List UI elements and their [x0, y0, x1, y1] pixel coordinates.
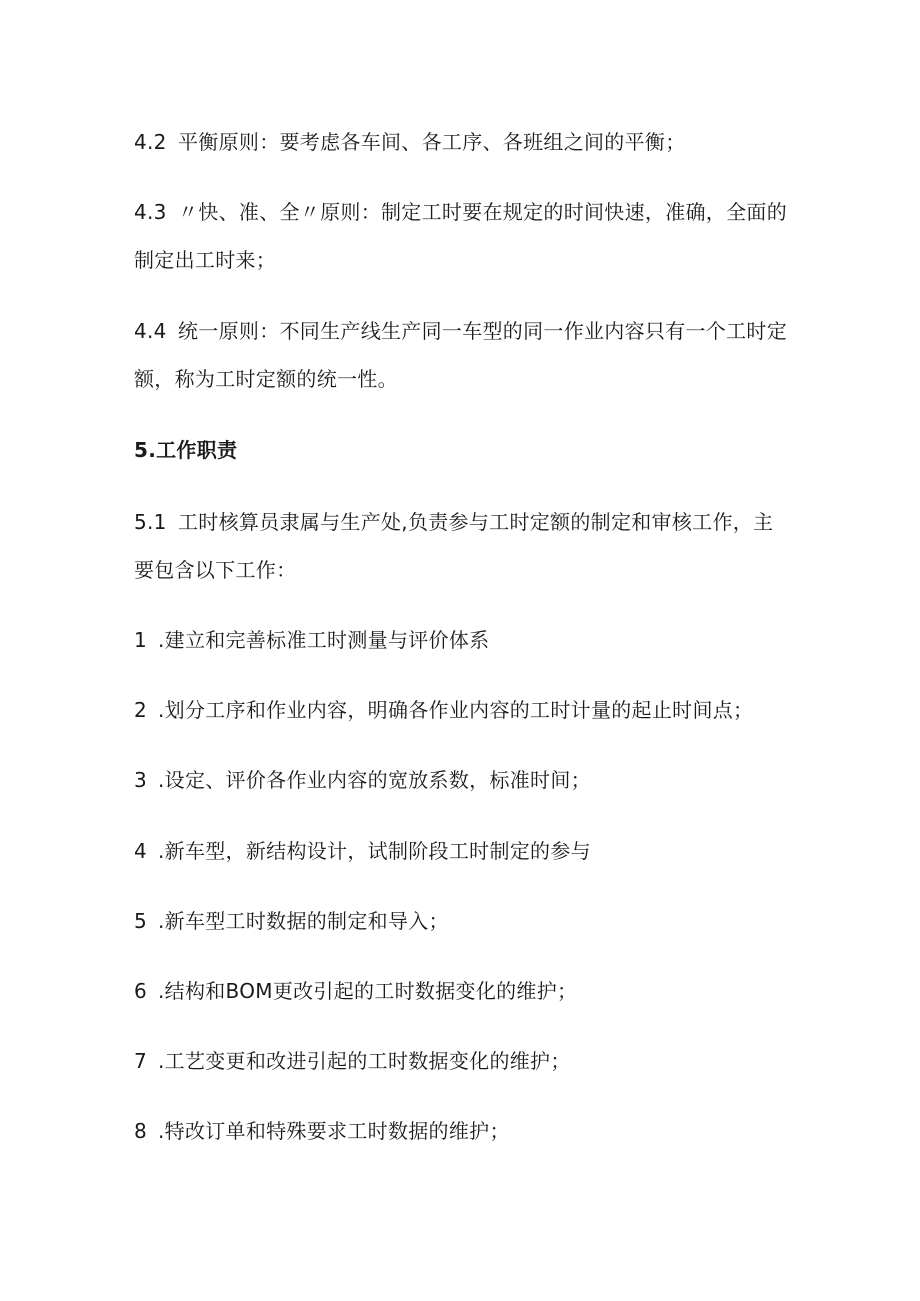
- list-text: .划分工序和作业内容，明确各作业内容的工时计量的起止时间点；: [158, 698, 754, 722]
- section-number: 5.1: [134, 510, 167, 534]
- list-number: 2: [134, 698, 148, 722]
- paragraph-text: 工时核算员隶属与生产处,负责参与工时定额的制定和审核工作，主: [178, 510, 774, 534]
- list-item-5: [134, 909, 449, 933]
- principle-4-3-continued: [134, 248, 276, 272]
- list-text: .特改订单和特殊要求工时数据的维护；: [158, 1119, 510, 1143]
- list-item-3: [134, 768, 591, 792]
- list-number: 5: [134, 909, 148, 933]
- paragraph-text: 〃快、准、全〃原则：制定工时要在规定的时间快速，准确，全面的: [178, 200, 787, 224]
- principle-4-4: [134, 319, 787, 343]
- principle-4-4-continued: [134, 367, 398, 391]
- list-number: 1: [134, 628, 148, 652]
- list-text: .结构和BOM更改引起的工时数据变化的维护；: [158, 979, 578, 1003]
- paragraph-text: 统一原则：不同生产线生产同一车型的同一作业内容只有一个工时定: [178, 319, 787, 343]
- list-text: .新车型工时数据的制定和导入；: [158, 909, 449, 933]
- section-number: 4.2: [134, 130, 167, 154]
- paragraph-text: 平衡原则：要考虑各车间、各工序、各班组之间的平衡；: [178, 130, 686, 154]
- paragraph-text: 要包含以下工作：: [134, 558, 297, 582]
- principle-4-2: [134, 130, 686, 154]
- list-item-7: [134, 1049, 571, 1073]
- list-text: .工艺变更和改进引起的工时数据变化的维护；: [158, 1049, 571, 1073]
- list-item-8: [134, 1119, 510, 1143]
- list-number: 3: [134, 768, 148, 792]
- principle-4-3: [134, 200, 787, 224]
- section-number: 4.4: [134, 319, 167, 343]
- list-item-6: [134, 979, 577, 1003]
- section-heading-5: [134, 438, 237, 462]
- duty-5-1-continued: [134, 558, 296, 582]
- heading-text: 5.工作职责: [134, 438, 238, 462]
- list-text: .新车型，新结构设计，试制阶段工时制定的参与: [158, 839, 591, 863]
- list-number: 7: [134, 1049, 148, 1073]
- duty-5-1: [134, 510, 773, 534]
- list-number: 8: [134, 1119, 148, 1143]
- section-number: 4.3: [134, 200, 167, 224]
- list-item-1: [134, 628, 489, 652]
- list-item-2: [134, 698, 753, 722]
- list-item-4: [134, 839, 591, 863]
- paragraph-text: 额，称为工时定额的统一性。: [134, 367, 398, 391]
- list-text: .设定、评价各作业内容的宽放系数，标准时间；: [158, 768, 591, 792]
- list-number: 4: [134, 839, 148, 863]
- list-number: 6: [134, 979, 148, 1003]
- list-text: .建立和完善标准工时测量与评价体系: [158, 628, 490, 652]
- paragraph-text: 制定出工时来；: [134, 248, 277, 272]
